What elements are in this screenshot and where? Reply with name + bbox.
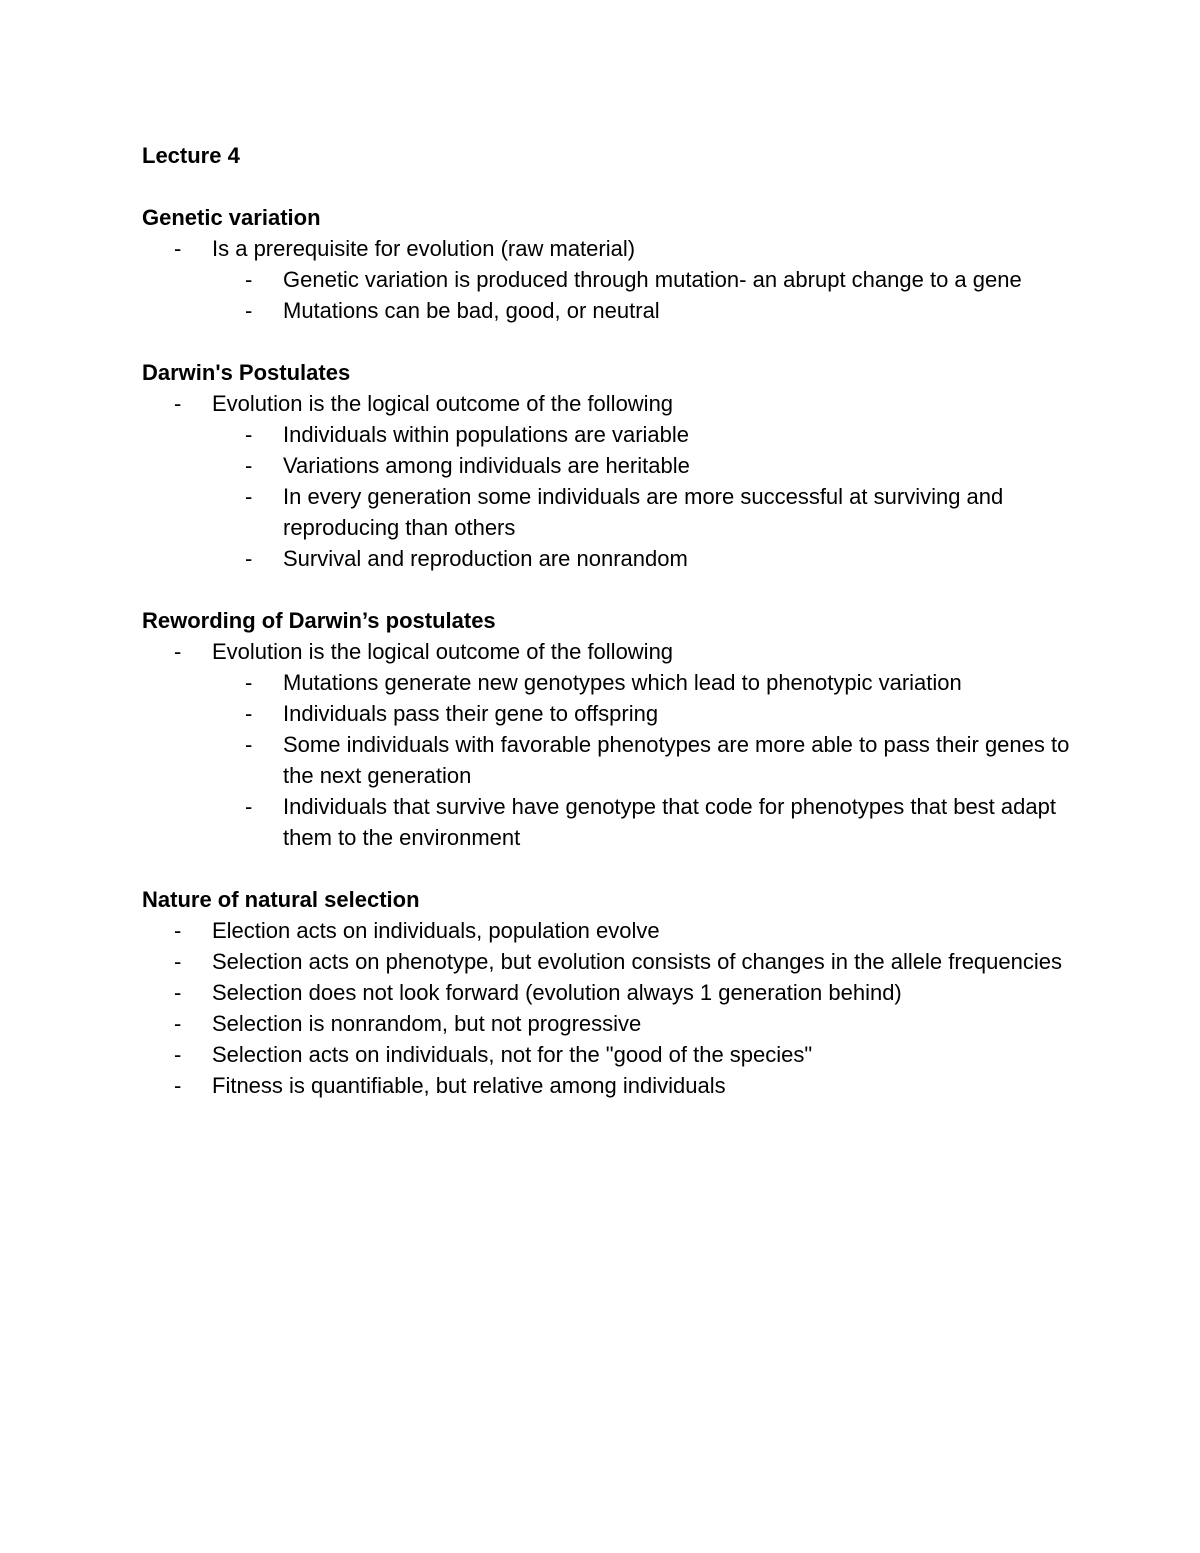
lecture-title: Lecture 4 <box>142 143 240 168</box>
list-item-text: Election acts on individuals, population evolve <box>212 918 660 943</box>
dash-bullet: - <box>245 732 253 757</box>
list-item-text: Is a prerequisite for evolution (raw material) <box>212 236 636 261</box>
list-item <box>142 295 1072 326</box>
list-item-text: Survival and reproduction are nonrandom <box>283 546 688 571</box>
dash-bullet: - <box>174 918 182 943</box>
list-item <box>142 729 1072 791</box>
dash-bullet: - <box>245 298 253 323</box>
list-item <box>142 1008 1072 1039</box>
list-item <box>142 233 1072 264</box>
bullet-list <box>142 636 1072 853</box>
list-item-text: In every generation some individuals are more successful at surviving and reproducing than others <box>283 484 1004 540</box>
list-item <box>142 1039 1072 1070</box>
bullet-list <box>142 233 1072 326</box>
section-darwins-postulates <box>142 357 1072 574</box>
dash-bullet: - <box>245 453 253 478</box>
list-item <box>142 915 1072 946</box>
dash-bullet: - <box>174 391 182 416</box>
dash-bullet: - <box>174 236 182 261</box>
list-item-text: Selection acts on individuals, not for the "good of the species" <box>212 1042 813 1067</box>
dash-bullet: - <box>245 670 253 695</box>
dash-bullet: - <box>245 546 253 571</box>
list-item-text: Evolution is the logical outcome of the following <box>212 391 674 416</box>
dash-bullet: - <box>245 267 253 292</box>
list-item <box>142 698 1072 729</box>
list-item <box>142 636 1072 667</box>
dash-bullet: - <box>245 422 253 447</box>
section-nature-of-natural-selection <box>142 884 1072 1101</box>
list-item-text: Evolution is the logical outcome of the following <box>212 639 674 664</box>
list-item <box>142 481 1072 543</box>
list-item-text: Some individuals with favorable phenotypes are more able to pass their genes to the next generation <box>283 732 1070 788</box>
document-page <box>142 140 1072 1101</box>
dash-bullet: - <box>174 1042 182 1067</box>
dash-bullet: - <box>174 639 182 664</box>
dash-bullet: - <box>245 484 253 509</box>
list-item-text: Individuals that survive have genotype that code for phenotypes that best adapt them to the environment <box>283 794 1056 850</box>
list-item-text: Individuals pass their gene to offspring <box>283 701 659 726</box>
list-item <box>142 667 1072 698</box>
list-item-text: Selection is nonrandom, but not progressive <box>212 1011 642 1036</box>
dash-bullet: - <box>174 980 182 1005</box>
dash-bullet: - <box>174 1073 182 1098</box>
list-item <box>142 419 1072 450</box>
list-item <box>142 388 1072 419</box>
list-item-text: Mutations can be bad, good, or neutral <box>283 298 660 323</box>
list-item-text: Genetic variation is produced through mutation- an abrupt change to a gene <box>283 267 1022 292</box>
section-genetic-variation <box>142 202 1072 326</box>
dash-bullet: - <box>174 949 182 974</box>
bullet-list <box>142 388 1072 574</box>
list-item <box>142 264 1072 295</box>
list-item-text: Variations among individuals are heritable <box>283 453 690 478</box>
list-item-text: Selection acts on phenotype, but evolution consists of changes in the allele frequencies <box>212 949 1062 974</box>
list-item <box>142 450 1072 481</box>
section-heading: Rewording of Darwin’s postulates <box>142 608 496 633</box>
list-item-text: Fitness is quantifiable, but relative among individuals <box>212 1073 726 1098</box>
list-item <box>142 791 1072 853</box>
list-item <box>142 1070 1072 1101</box>
bullet-list <box>142 915 1072 1101</box>
section-heading: Nature of natural selection <box>142 887 420 912</box>
list-item <box>142 543 1072 574</box>
dash-bullet: - <box>245 794 253 819</box>
list-item-text: Individuals within populations are variable <box>283 422 690 447</box>
list-item-text: Mutations generate new genotypes which lead to phenotypic variation <box>283 670 962 695</box>
section-rewording-darwins-postulates <box>142 605 1072 853</box>
section-heading: Darwin's Postulates <box>142 360 351 385</box>
dash-bullet: - <box>174 1011 182 1036</box>
list-item <box>142 977 1072 1008</box>
dash-bullet: - <box>245 701 253 726</box>
list-item-text: Selection does not look forward (evolution always 1 generation behind) <box>212 980 902 1005</box>
section-heading: Genetic variation <box>142 205 321 230</box>
list-item <box>142 946 1072 977</box>
